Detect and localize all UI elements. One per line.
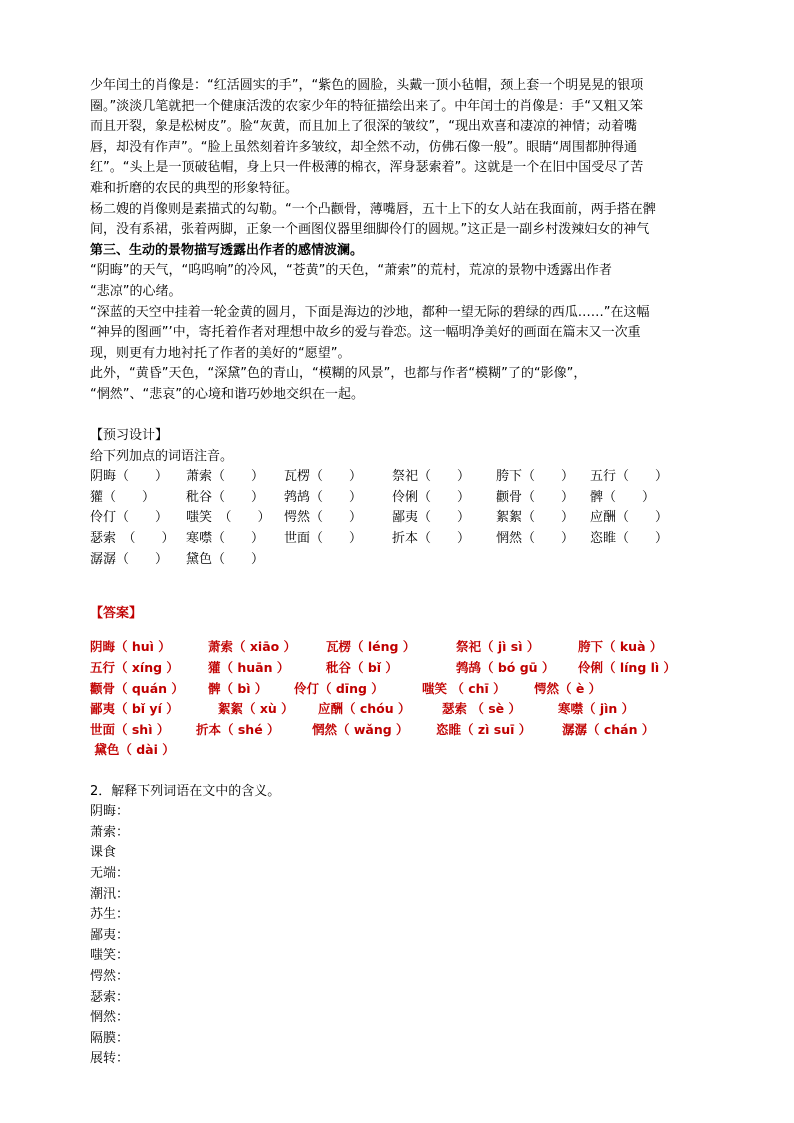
passage-line: 间，没有系裙，张着两脚，正象一个画图仪器里细脚伶仃的圆规。”这正是一副乡村泼辣妇女的神气 [90, 222, 650, 238]
passage-line: 红”。“头上是一顶破毡帽，身上只一件极薄的棉衣，浑身瑟索着”。这就是一个在旧中国受尽了苦 [90, 160, 644, 176]
answer-row [90, 679, 710, 700]
term-item: 潮汛： [90, 886, 130, 902]
passage-line: 杨二嫂的肖像则是素描式的勾勒。“一个凸颧骨，薄嘴唇，五十上下的女人站在我面前，两手搭在髀 [90, 201, 656, 217]
answer-item: 瓦楞（ léng ） [326, 639, 416, 655]
question2-section [90, 782, 710, 1070]
passage-line: “神异的图画”’中，寄托着作者对理想中故乡的爱与眷恋。这一幅明净美好的画面在篇末又一次重 [90, 325, 641, 341]
answer-row [90, 740, 710, 761]
answer-item: 阴晦（ huì ） [90, 639, 171, 655]
word-item: 颧骨（ ） [496, 489, 575, 505]
answer-item: 伶俐（ líng lì ） [578, 660, 677, 676]
answer-item: 寒噤（ jìn ） [558, 701, 635, 717]
word-item: 五行（ ） [590, 469, 669, 485]
word-item: 寒噤（ ） [186, 531, 265, 547]
answer-item: 颧骨（ quán ） [90, 680, 184, 696]
preview-row [90, 467, 710, 488]
term-item: 阴晦： [90, 804, 130, 820]
word-item: 萧索（ ） [186, 469, 265, 485]
answer-item: 恣睢（ zì suī ） [436, 721, 532, 737]
word-item: 祭祀（ ） [392, 469, 471, 485]
answer-item: 应酬（ chóu ） [318, 701, 411, 717]
term-item: 嗤笑： [90, 948, 130, 964]
word-item: 折本（ ） [392, 531, 471, 547]
answers-section [90, 604, 710, 761]
word-item: 秕谷（ ） [186, 489, 265, 505]
answer-item: 鹁鸪（ bó gū ） [456, 660, 555, 676]
word-item: 伶俐（ ） [392, 489, 471, 505]
term-item: 展转： [90, 1051, 130, 1067]
answer-row [90, 720, 710, 741]
passage-line: 唇，却没有作声”。“脸上虽然刻着许多皱纹，却全然不动，仿佛石像一般”。眼睛“周围都肿得通 [90, 139, 637, 155]
word-item: 应酬（ ） [590, 510, 669, 526]
answer-row [90, 637, 710, 658]
answer-item: 胯下（ kuà ） [578, 639, 663, 655]
passage-line: 圈。”淡淡几笔就把一个健康活泼的农家少年的特征描绘出来了。中年闰士的肖像是：手“又粗又笨 [90, 98, 643, 114]
passage-line: 而且开裂，象是松树皮”。脸“灰黄，而且加上了很深的皱纹”，“现出欢喜和凄凉的神情；动着嘴 [90, 119, 637, 135]
passage-line: “惘然”、“悲哀”的心境和谐巧妙地交织在一起。 [90, 386, 364, 402]
word-item: 鹁鸪（ ） [284, 489, 363, 505]
word-item: 世面（ ） [284, 531, 363, 547]
passage-line: “深蓝的天空中挂着一轮金黄的圆月，下面是海边的沙地，都种一望无际的碧绿的西瓜……”在这幅 [90, 304, 650, 320]
preview-row [90, 488, 710, 509]
passage-line: 现，则更有力地衬托了作者的美好的“愿望”。 [90, 345, 351, 361]
answer-item: 秕谷（ bǐ ） [326, 660, 398, 676]
answer-item: 愕然（ è ） [534, 680, 602, 696]
term-item: 无端： [90, 865, 130, 881]
term-item: 萧索： [90, 824, 130, 840]
word-item: 潺潺（ ） [90, 551, 169, 567]
preview-row [90, 550, 710, 571]
word-item: 絮絮（ ） [496, 510, 575, 526]
passage-block [90, 76, 710, 406]
answer-item: 惘然（ wǎng ） [312, 721, 409, 737]
term-item: 隔膜： [90, 1030, 130, 1046]
word-item: 獾（ ） [90, 489, 156, 505]
word-item: 鄙夷（ ） [392, 510, 471, 526]
passage-line: 难和折磨的农民的典型的形象特征。 [90, 180, 299, 196]
word-item: 嗤笑 （ ） [186, 510, 271, 526]
term-item: 瑟索： [90, 989, 130, 1005]
preview-section [90, 426, 710, 570]
answer-item: 伶仃（ dīng ） [294, 680, 384, 696]
word-item: 愕然（ ） [284, 510, 363, 526]
word-item: 髀（ ） [590, 489, 656, 505]
term-item: 愕然： [90, 968, 130, 984]
word-item: 恣睢（ ） [590, 531, 669, 547]
question-title: 2．解释下列词语在文中的含义。 [90, 783, 281, 799]
word-item: 瓦楞（ ） [284, 469, 363, 485]
word-item: 惘然（ ） [496, 531, 575, 547]
preview-instruction: 给下列加点的词语注音。 [90, 448, 234, 464]
answer-item: 鄙夷（ bǐ yí ） [90, 701, 179, 717]
passage-line: 少年闰土的肖像是：“红活圆实的手”，“紫色的圆脸，头戴一顶小毡帽，颈上套一个明晃晃的银项 [90, 78, 644, 93]
answer-item: 黛色（ dài ） [90, 742, 175, 758]
answer-item: 五行（ xíng ） [90, 660, 179, 676]
answer-item: 瑟索 （ sè ） [442, 701, 521, 717]
preview-title: 【预习设计】 [90, 428, 169, 444]
word-item: 黛色（ ） [186, 551, 265, 567]
word-item: 伶仃（ ） [90, 510, 169, 526]
answers-title: 【答案】 [90, 605, 143, 621]
answer-item: 獾（ huān ） [208, 660, 290, 676]
word-item: 胯下（ ） [496, 469, 575, 485]
section-heading: 第三、生动的景物描写透露出作者的感情波澜。 [90, 242, 364, 258]
passage-line: “阴晦”的天气，“呜呜响”的冷风，“苍黄”的天色，“萧索”的荒村，荒凉的景物中透露出作者 [90, 263, 612, 279]
term-item: 惘然： [90, 1010, 130, 1026]
answer-item: 折本（ shé ） [196, 721, 280, 737]
answer-item: 潺潺（ chán ） [562, 721, 655, 737]
term-item: 课食 [90, 845, 117, 861]
answer-row [90, 699, 710, 720]
answer-item: 嗤笑 （ chī ） [422, 680, 506, 696]
answer-item: 世面（ shì ） [90, 721, 170, 737]
document-page [90, 76, 710, 1070]
preview-row [90, 529, 710, 550]
word-item: 瑟索 （ ） [90, 531, 175, 547]
answer-row [90, 658, 710, 679]
answer-item: 髀（ bì ） [208, 680, 268, 696]
answer-item: 絮絮（ xù ） [218, 701, 294, 717]
term-item: 苏生： [90, 907, 130, 923]
term-item: 鄙夷： [90, 927, 130, 943]
answer-item: 萧索（ xiāo ） [208, 639, 297, 655]
answer-item: 祭祀（ jì sì ） [456, 639, 540, 655]
preview-row [90, 508, 710, 529]
passage-line: 此外，“黄昏”天色，“深黛”色的青山，“模糊的风景”，也都与作者“模糊”了的“影像”， [90, 366, 587, 382]
word-item: 阴晦（ ） [90, 469, 169, 485]
passage-line: “悲凉”的心绪。 [90, 283, 182, 299]
